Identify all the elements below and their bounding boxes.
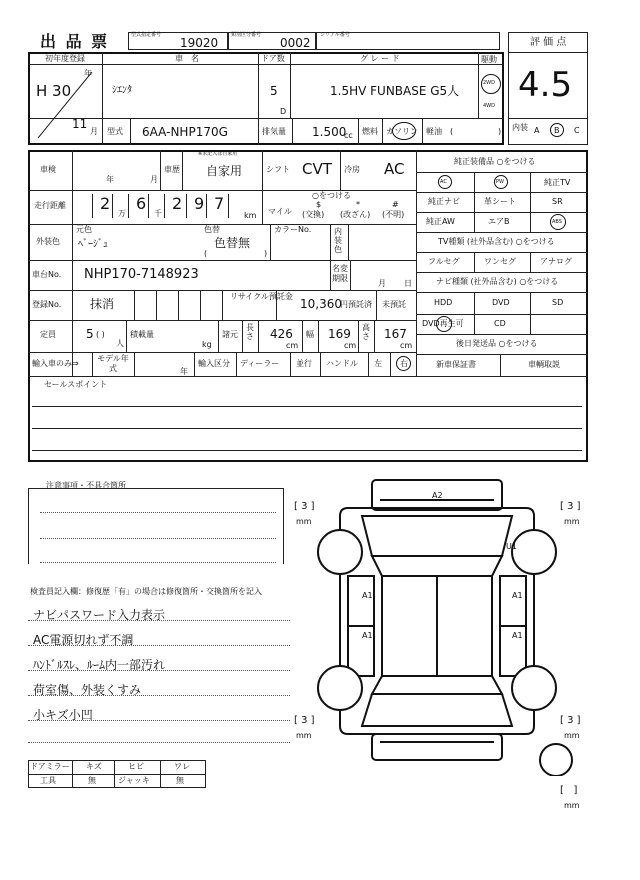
legend-tools: 工具 — [40, 776, 56, 785]
nav-header: ナビ種類 (社外品含む) ○をつける — [436, 277, 559, 286]
legend-crack: ヒビ — [128, 762, 144, 771]
nav-cd: CD — [494, 319, 506, 328]
recycle-unit: 円預託済 — [340, 300, 372, 309]
shift-label: シフト — [266, 165, 290, 174]
legend-tools-value: 無 — [88, 776, 96, 785]
damage-a1: A1 — [362, 591, 373, 600]
mileage-digit: 2 — [100, 194, 111, 213]
type-label: 型式 — [107, 127, 123, 136]
door-type: D — [280, 107, 287, 116]
damage-a1: A1 — [362, 631, 373, 640]
insp-month: 月 — [150, 175, 158, 184]
mileage-digit: 6 — [136, 194, 147, 213]
doors-label: ドア数 — [261, 54, 285, 63]
month-unit: 月 — [90, 127, 98, 136]
mileage-label: 走行距離 — [34, 201, 66, 210]
width-value: 169 — [328, 327, 351, 341]
handle-right: 右 — [400, 359, 408, 368]
reg-value: 抹消 — [90, 297, 115, 311]
history-value: 自家用 — [206, 164, 243, 178]
equipment-header: 純正装備品 ○をつける — [454, 157, 536, 166]
mileage-digit: 9 — [194, 194, 205, 213]
unk-sym: # — [392, 200, 399, 209]
tire-fl-unit: mm — [296, 517, 312, 526]
tv-analog: アナログ — [540, 257, 572, 266]
interior-label: 内装 — [512, 123, 528, 132]
equip-leather: 革シート — [484, 197, 516, 206]
repaint-label: 色替 — [204, 225, 220, 234]
tire-rl: [ 3 ] — [294, 715, 315, 726]
class-no-value: 0002 — [280, 36, 311, 50]
tv-oneseg: ワンセグ — [484, 257, 516, 266]
later-manual: 車輌取説 — [528, 360, 560, 369]
remark-item: 小キズ小凹 — [33, 708, 93, 722]
nav-sd: SD — [552, 298, 564, 307]
tire-spare-unit: mm — [564, 801, 580, 810]
history-label: 車歴 — [164, 165, 180, 174]
car-diagram — [300, 476, 580, 776]
capacity-label: 定員 — [40, 330, 56, 339]
car-name: ｼｴﾝﾀ — [112, 85, 132, 96]
interior-color-label: 内装色 — [334, 227, 342, 254]
interior-c: C — [574, 126, 580, 135]
type-value: 6AA-NHP170G — [142, 125, 228, 139]
equip-abs: ABS — [552, 219, 562, 225]
legend-jack: ジャッキ — [118, 776, 150, 785]
history-note: ※未記入は自家用 — [198, 151, 238, 157]
first-reg-month: 11 — [72, 117, 88, 131]
inspector-note: 検査員記入欄：修復歴「有」の場合は修復箇所・交換箇所を記入 — [30, 587, 262, 596]
recycle-value: 10,360 — [300, 297, 342, 311]
parallel-label: 並行 — [296, 359, 312, 368]
grade-label: グ レ ー ド — [360, 54, 400, 63]
color-no-label: カラーNo. — [274, 225, 312, 234]
handle-left: 左 — [374, 359, 382, 368]
fuel-label: 燃料 — [362, 127, 378, 136]
legend-mirror: ドアミラー — [30, 762, 70, 771]
nav-dvd: DVD — [492, 298, 510, 307]
score-value: 4.5 — [518, 65, 573, 105]
notes-header: 注意事項・不具合箇所 — [46, 481, 126, 490]
legend-jack-value: 無 — [176, 776, 184, 785]
model-no-label: 型式指定番号 — [131, 32, 162, 38]
shift-value: CVT — [302, 160, 332, 178]
cc-unit: cc — [344, 131, 353, 140]
color-label: 外装色 — [36, 237, 60, 246]
orig-color-value: ﾍﾞｰｼﾞｭ — [78, 239, 108, 250]
interior-b: B — [554, 126, 560, 135]
tire-rr-unit: mm — [564, 731, 580, 740]
score-label: 評 価 点 — [530, 37, 567, 48]
chassis-label: 車台No. — [32, 270, 62, 279]
length-unit: cm — [286, 341, 299, 350]
damage-u1: U1 — [506, 542, 517, 551]
doors-value: 5 — [270, 84, 278, 98]
tire-fl: [ 3 ] — [294, 501, 315, 512]
drive-2wd: 2WD — [483, 80, 495, 86]
import-type-label: 輸入区分 — [198, 359, 230, 368]
diesel-paren: ( — [450, 127, 454, 136]
length-label: 長さ — [246, 323, 254, 341]
tire-fl-value: 3 — [301, 501, 308, 512]
ac-label: 冷房 — [344, 165, 360, 174]
check-note: ○をつける — [312, 191, 351, 200]
repaint-value: 色替無 — [214, 236, 251, 250]
notes-box — [28, 488, 284, 564]
displacement-value: 1.500 — [312, 125, 347, 139]
first-reg-label: 初年度登録 — [45, 54, 85, 63]
interior-a: A — [534, 126, 540, 135]
equip-ac: AC — [440, 179, 447, 185]
tire-fr-unit: mm — [564, 517, 580, 526]
legend-scratch: キズ — [86, 762, 102, 771]
recycle-label: リサイクル預託金 — [230, 292, 293, 301]
reg-label: 登録No. — [32, 300, 62, 309]
chassis-value: NHP170-7148923 — [84, 267, 199, 282]
inspection-label: 車検 — [40, 165, 56, 174]
car-name-label: 車 名 — [175, 54, 199, 63]
exchange-label: (交換) — [302, 210, 325, 219]
deadline-label: 名変期限 — [332, 264, 348, 283]
dims-label: 諸元 — [222, 330, 238, 339]
capacity-value: 5 — [86, 327, 94, 341]
tire-fr: [ 3 ] — [560, 501, 581, 512]
serial-label: シリアル番号 — [320, 32, 350, 38]
import-label: 輸入車のみ⇒ — [32, 359, 79, 368]
handle-label: ハンドル — [326, 359, 358, 368]
modified-label: (改ざん) — [340, 210, 371, 219]
remark-item: ﾊﾝﾄﾞﾙｽﾚ、ﾙｰﾑ内一部汚れ — [33, 658, 166, 672]
height-label: 高さ — [362, 323, 370, 341]
damage-a2: A2 — [432, 491, 443, 500]
capacity-paren: ( ) — [96, 330, 105, 339]
nav-dvd-play: DVD再生可 — [422, 319, 464, 328]
dl-month: 月 — [378, 279, 386, 288]
mileage-digit: 7 — [214, 194, 225, 213]
length-value: 426 — [270, 327, 293, 341]
repaint-paren: ( — [204, 249, 208, 258]
legend-break: ワレ — [174, 762, 190, 771]
mileage-man: 万 — [118, 209, 126, 218]
drive-4wd: 4WD — [483, 103, 495, 109]
exch-sym: $ — [316, 200, 322, 209]
class-no-label: 類別区分番号 — [231, 32, 262, 38]
year-unit: 年 — [84, 69, 92, 78]
height-unit: cm — [400, 341, 413, 350]
sales-points-label: セールスポイント — [44, 380, 108, 389]
tire-rr-value: 3 — [567, 715, 574, 726]
model-year-label: モデル年式 — [97, 354, 129, 373]
diesel-label: 軽油 — [426, 127, 442, 136]
tire-rl-value: 3 — [301, 715, 308, 726]
dealer-label: ディーラー — [240, 359, 280, 368]
mileage-digit: 2 — [172, 194, 183, 213]
unknown-label: (不明) — [382, 210, 405, 219]
dl-day: 日 — [404, 279, 412, 288]
first-reg-year: H 30 — [36, 82, 72, 100]
equip-airbag: エアB — [488, 217, 510, 226]
height-value: 167 — [384, 327, 407, 341]
recycle-unpaid: 未預託 — [382, 300, 406, 309]
grade-value: 1.5HV FUNBASE G5人 — [330, 84, 460, 98]
fuel-value: ガソリン — [386, 127, 418, 136]
width-label: 幅 — [306, 330, 314, 339]
remark-item: 荷室傷、外装くすみ — [33, 683, 142, 697]
orig-color-label: 元色 — [76, 225, 92, 234]
mileage-sen: 千 — [154, 209, 162, 218]
tire-spare: [ ] — [560, 785, 578, 796]
insp-year: 年 — [106, 175, 114, 184]
drive-label: 駆動 — [481, 55, 497, 64]
sheet-title: 出 品 票 — [40, 32, 110, 51]
model-no-value: 19020 — [180, 36, 219, 50]
model-year-unit: 年 — [180, 367, 188, 376]
ac-value: AC — [384, 160, 405, 178]
tv-header: TV種類 (社外品含む) ○をつける — [438, 237, 555, 246]
tire-fr-value: 3 — [567, 501, 574, 512]
tire-rr: [ 3 ] — [560, 715, 581, 726]
equip-aw: 純正AW — [426, 217, 455, 226]
km-unit: km — [244, 211, 257, 220]
later-warranty: 新車保証書 — [436, 360, 476, 369]
damage-a1: A1 — [512, 631, 523, 640]
equip-tv: 純正TV — [544, 178, 571, 187]
mod-sym: * — [356, 200, 360, 209]
later-header: 後日発送品 ○をつける — [456, 339, 538, 348]
mile-label: マイル — [268, 207, 292, 216]
tire-rl-unit: mm — [296, 731, 312, 740]
tv-fullseg: フルセグ — [428, 257, 460, 266]
diesel-paren-close: ) — [498, 127, 502, 136]
equip-navi: 純正ナビ — [428, 197, 460, 206]
width-unit: cm — [344, 341, 357, 350]
load-unit: kg — [202, 340, 212, 349]
displacement-label: 排気量 — [262, 127, 286, 136]
load-label: 積載量 — [130, 330, 154, 339]
repaint-paren-close: ) — [264, 249, 268, 258]
equip-sr: SR — [552, 197, 563, 206]
nav-hdd: HDD — [434, 298, 453, 307]
remark-item: ナビパスワード入力表示 — [33, 608, 166, 622]
capacity-unit: 人 — [116, 339, 124, 348]
damage-a1: A1 — [512, 591, 523, 600]
equip-pw: PW — [496, 179, 504, 185]
remark-item: AC電源切れず不調 — [33, 633, 134, 647]
